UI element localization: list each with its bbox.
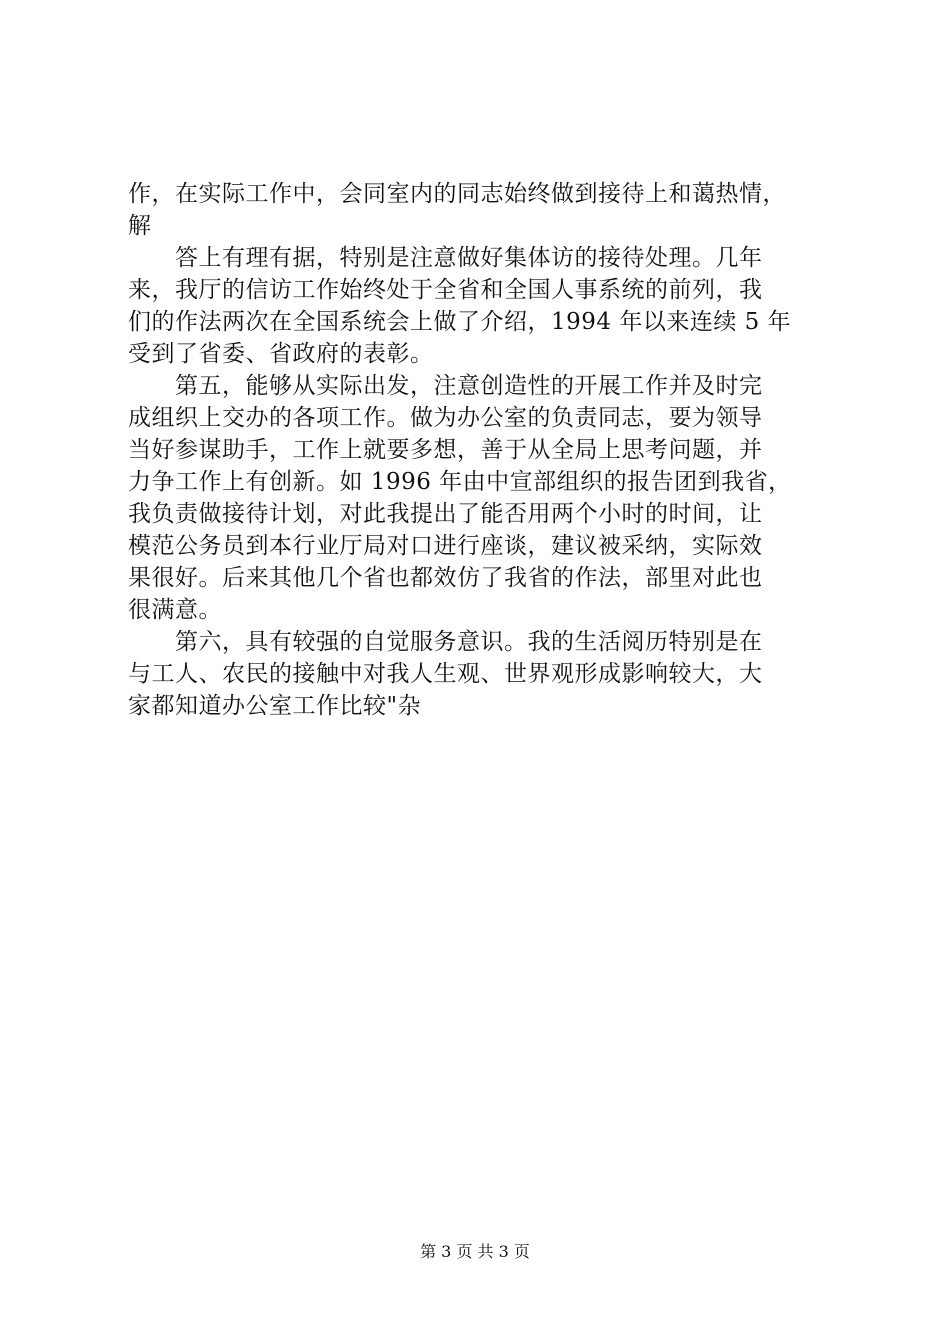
text-line: 答上有理有据，特别是注意做好集体访的接待处理。几年	[128, 245, 763, 271]
page-number-footer: 第 3 页 共 3 页	[420, 1242, 530, 1261]
text-line: 模范公务员到本行业厅局对口进行座谈，建议被采纳，实际效	[128, 533, 763, 559]
text-line: 来，我厅的信访工作始终处于全省和全国人事系统的前列，我	[128, 277, 763, 303]
text-line: 解	[128, 213, 152, 239]
text-line: 家都知道办公室工作比较"杂	[128, 693, 422, 719]
text-line: 作，在实际工作中，会同室内的同志始终做到接待上和蔼热情，	[128, 181, 786, 207]
text-line: 受到了省委、省政府的表彰。	[128, 341, 434, 367]
text-line: 当好参谋助手，工作上就要多想，善于从全局上思考问题，并	[128, 437, 763, 463]
text-line: 与工人、农民的接触中对我人生观、世界观形成影响较大，大	[128, 661, 763, 687]
text-line: 很满意。	[128, 597, 222, 623]
text-line: 第五，能够从实际出发，注意创造性的开展工作并及时完	[128, 373, 763, 399]
text-line: 果很好。后来其他几个省也都效仿了我省的作法，部里对此也	[128, 565, 763, 591]
text-line: 我负责做接待计划，对此我提出了能否用两个小时的时间，让	[128, 501, 763, 527]
text-line: 成组织上交办的各项工作。做为办公室的负责同志，要为领导	[128, 405, 763, 431]
text-line: 们的作法两次在全国系统会上做了介绍，1994 年以来连续 5 年	[128, 309, 792, 335]
text-line: 第六，具有较强的自觉服务意识。我的生活阅历特别是在	[128, 629, 763, 655]
body-text	[128, 178, 838, 722]
text-line: 力争工作上有创新。如 1996 年由中宣部组织的报告团到我省，	[128, 469, 792, 495]
